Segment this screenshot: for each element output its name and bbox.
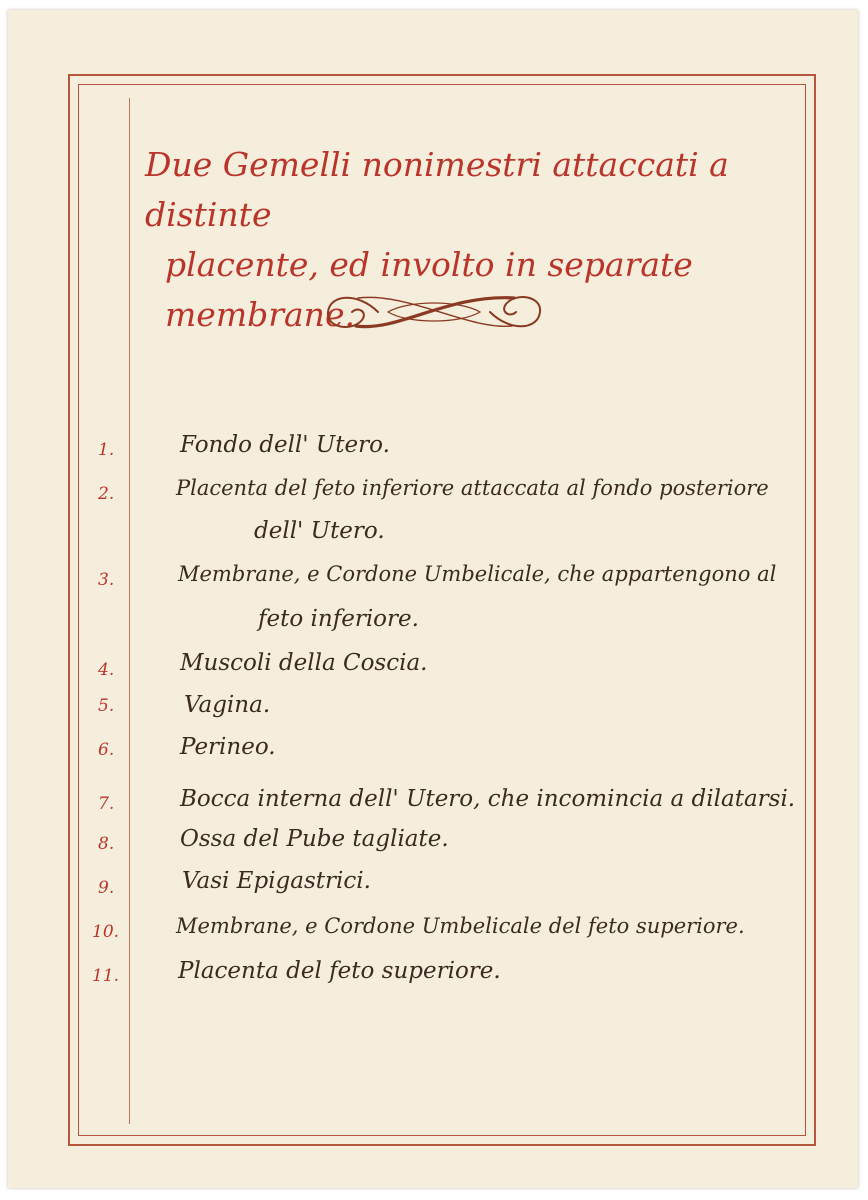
- entry-text: Fondo dell' Utero.: [180, 432, 390, 458]
- entry-text: Perineo.: [180, 734, 276, 760]
- entry-text: Bocca interna dell' Utero, che incomincia a dilatarsi.: [180, 786, 796, 812]
- entry-number: 6.: [98, 740, 115, 760]
- entry-text: Vagina.: [184, 692, 271, 718]
- entry-text: Ossa del Pube tagliate.: [180, 826, 449, 852]
- entry-text: Membrane, e Cordone Umbelicale, che appartengono al: [178, 562, 777, 586]
- entry-number: 10.: [92, 922, 120, 942]
- entry-number: 3.: [98, 570, 115, 590]
- title-line-2: placente, ed involto in separate membrane.: [165, 245, 693, 334]
- entry-number: 5.: [98, 696, 115, 716]
- entry-text: Muscoli della Coscia.: [180, 650, 428, 676]
- entry-text: Membrane, e Cordone Umbelicale del feto superiore.: [176, 914, 745, 938]
- entry-number: 1.: [98, 440, 115, 460]
- entry-text: Placenta del feto superiore.: [178, 958, 501, 984]
- entry-text: Placenta del feto inferiore attaccata al fondo posteriore: [176, 476, 769, 500]
- entry-number: 8.: [98, 834, 115, 854]
- entry-text-continued: feto inferiore.: [258, 606, 419, 632]
- entry-number: 9.: [98, 878, 115, 898]
- entry-text: Vasi Epigastrici.: [182, 868, 371, 894]
- entry-text-continued: dell' Utero.: [254, 518, 385, 544]
- entry-number: 4.: [98, 660, 115, 680]
- margin-rule: [129, 98, 130, 1124]
- entry-number: 11.: [92, 966, 120, 986]
- entry-number: 2.: [98, 484, 115, 504]
- calligraphic-flourish: [318, 286, 550, 338]
- title-line-1: Due Gemelli nonimestri attaccati a distinte: [145, 145, 729, 234]
- entry-number: 7.: [98, 794, 115, 814]
